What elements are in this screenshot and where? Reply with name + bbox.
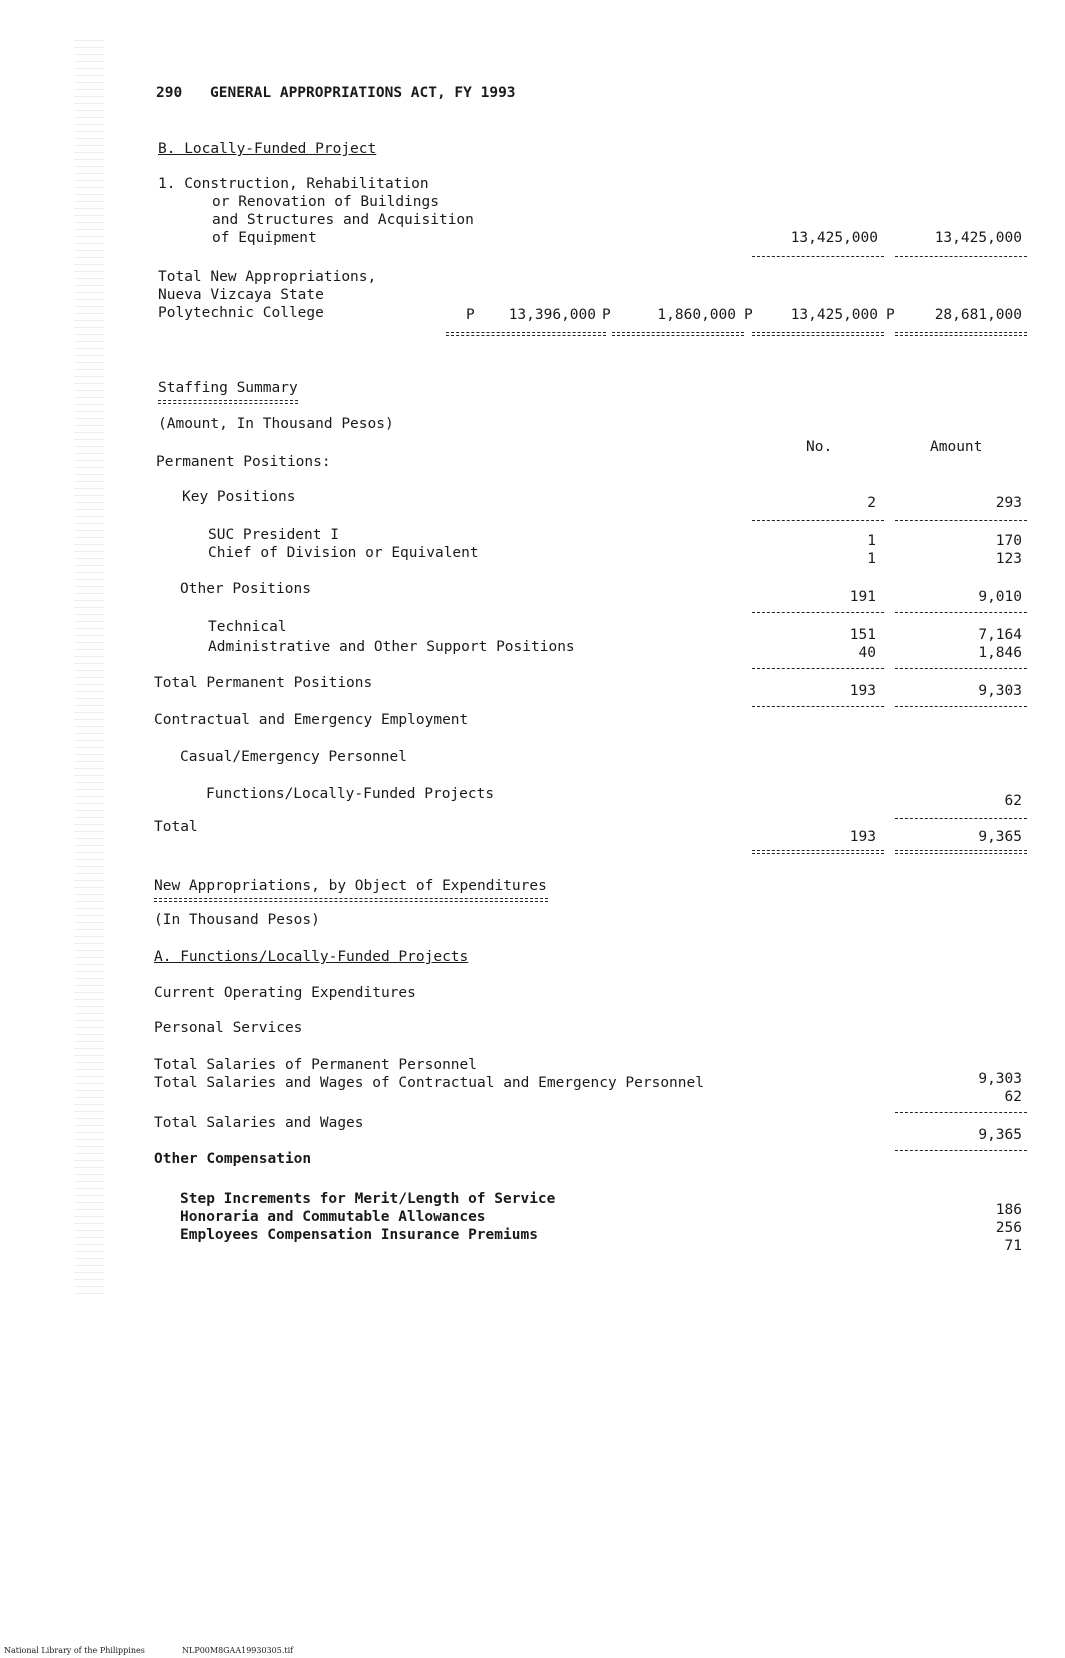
double-rule (895, 850, 1027, 851)
new-approp-title: New Appropriations, by Object of Expenditures (154, 878, 547, 894)
salaries-contractual-amount: 62 (1004, 1089, 1022, 1105)
double-rule (752, 332, 884, 333)
item-line-4: of Equipment (212, 230, 317, 246)
peso-sign: P (744, 307, 753, 323)
step-increments-amount: 186 (995, 1202, 1022, 1218)
staffing-total-no: 193 (849, 829, 876, 845)
total-permanent-label: Total Permanent Positions (154, 675, 373, 691)
key-positions-no: 2 (867, 495, 876, 511)
suc-president-amount: 170 (995, 533, 1022, 549)
total-new-approp-line1: Total New Appropriations, (158, 269, 377, 285)
double-rule (612, 332, 744, 333)
admin-support-amount: 1,846 (978, 645, 1022, 661)
total-col2-value: 1,860,000 (657, 307, 736, 323)
footer-filename: NLP00M8GAA19930305.tif (182, 1646, 294, 1655)
dash-rule (895, 520, 1027, 521)
casual-label: Casual/Emergency Personnel (180, 749, 407, 765)
dash-rule (895, 706, 1027, 707)
peso-sign: P (466, 307, 475, 323)
total-col1-value: 13,396,000 (508, 307, 596, 323)
dash-rule (895, 818, 1027, 819)
contractual-label: Contractual and Emergency Employment (154, 712, 469, 728)
chief-division-amount: 123 (995, 551, 1022, 567)
permanent-positions-label: Permanent Positions: (156, 454, 331, 470)
dash-rule (895, 612, 1027, 613)
double-rule (895, 332, 1027, 333)
staffing-title: Staffing Summary (158, 380, 298, 396)
item-col3-value: 13,425,000 (790, 230, 878, 246)
dash-rule (752, 520, 884, 521)
scan-margin-speckle (74, 40, 104, 1300)
other-positions-amount: 9,010 (978, 589, 1022, 605)
ecip-label: Employees Compensation Insurance Premiums (180, 1227, 538, 1243)
other-compensation-label: Other Compensation (154, 1151, 312, 1167)
footer-library: National Library of the Philippines (4, 1646, 145, 1655)
dash-rule (752, 256, 884, 257)
dash-rule (895, 1112, 1027, 1113)
dash-rule (752, 668, 884, 669)
functions-lfp-amount: 62 (1004, 793, 1022, 809)
suc-president-no: 1 (867, 533, 876, 549)
total-new-approp-line3: Polytechnic College (158, 305, 324, 321)
page-title: GENERAL APPROPRIATIONS ACT, FY 1993 (210, 85, 516, 101)
double-rule (752, 850, 884, 851)
other-positions-label: Other Positions (180, 581, 311, 597)
page-number: 290 (156, 85, 183, 101)
chief-division-no: 1 (867, 551, 876, 567)
title-double-rule (158, 400, 298, 401)
admin-support-label: Administrative and Other Support Positions (208, 639, 575, 655)
salaries-permanent-label: Total Salaries of Permanent Personnel (154, 1057, 478, 1073)
item-line-1: 1. Construction, Rehabilitation (158, 176, 429, 192)
total-salaries-label: Total Salaries and Wages (154, 1115, 364, 1131)
total-col3-value: 13,425,000 (790, 307, 878, 323)
chief-division-label: Chief of Division or Equivalent (208, 545, 479, 561)
key-positions-amount: 293 (995, 495, 1022, 511)
column-header-no: No. (806, 439, 833, 455)
dash-rule (895, 1150, 1027, 1151)
peso-sign: P (886, 307, 895, 323)
other-positions-no: 191 (849, 589, 876, 605)
functions-lfp-label: Functions/Locally-Funded Projects (206, 786, 495, 802)
double-rule (446, 332, 606, 333)
total-permanent-amount: 9,303 (978, 683, 1022, 699)
dash-rule (895, 668, 1027, 669)
title-double-rule (154, 898, 548, 899)
staffing-units: (Amount, In Thousand Pesos) (158, 416, 394, 432)
total-permanent-no: 193 (849, 683, 876, 699)
technical-label: Technical (208, 619, 287, 635)
suc-president-label: SUC President I (208, 527, 339, 543)
dash-rule (752, 706, 884, 707)
step-increments-label: Step Increments for Merit/Length of Service (180, 1191, 556, 1207)
personal-services-label: Personal Services (154, 1020, 303, 1036)
salaries-contractual-label: Total Salaries and Wages of Contractual and Emergency Personnel (154, 1075, 704, 1091)
peso-sign: P (602, 307, 611, 323)
item-line-2: or Renovation of Buildings (212, 194, 439, 210)
technical-no: 151 (849, 627, 876, 643)
section-a-heading: A. Functions/Locally-Funded Projects (154, 949, 469, 965)
staffing-total-label: Total (154, 819, 198, 835)
salaries-permanent-amount: 9,303 (978, 1071, 1022, 1087)
new-approp-units: (In Thousand Pesos) (154, 912, 320, 928)
current-operating-label: Current Operating Expenditures (154, 985, 416, 1001)
total-salaries-amount: 9,365 (978, 1127, 1022, 1143)
technical-amount: 7,164 (978, 627, 1022, 643)
honoraria-label: Honoraria and Commutable Allowances (180, 1209, 486, 1225)
dash-rule (752, 612, 884, 613)
dash-rule (895, 256, 1027, 257)
staffing-total-amount: 9,365 (978, 829, 1022, 845)
item-col4-value: 13,425,000 (934, 230, 1022, 246)
key-positions-label: Key Positions (182, 489, 296, 505)
total-col4-value: 28,681,000 (934, 307, 1022, 323)
honoraria-amount: 256 (995, 1220, 1022, 1236)
admin-support-no: 40 (858, 645, 876, 661)
section-b-heading: B. Locally-Funded Project (158, 141, 377, 157)
item-line-3: and Structures and Acquisition (212, 212, 474, 228)
column-header-amount: Amount (930, 439, 983, 455)
total-new-approp-line2: Nueva Vizcaya State (158, 287, 324, 303)
ecip-amount: 71 (1004, 1238, 1022, 1254)
